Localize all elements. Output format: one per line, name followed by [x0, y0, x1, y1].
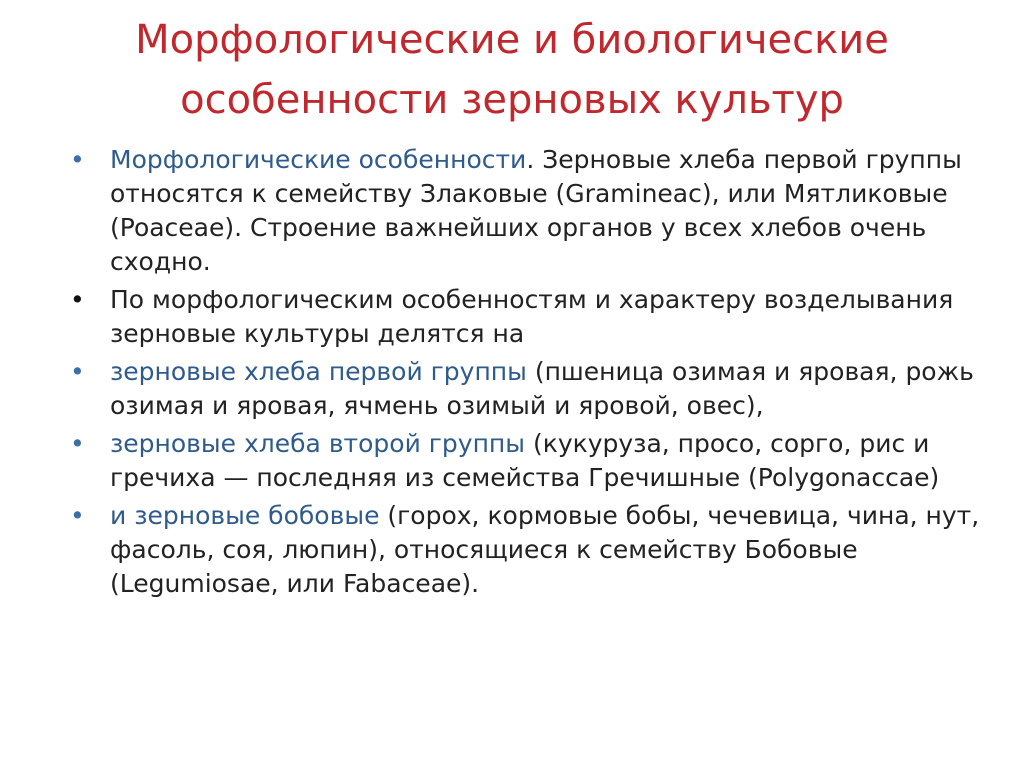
bullet-icon: • — [70, 145, 85, 174]
item-lead: и зерновые бобовые — [110, 501, 380, 530]
bullet-list — [70, 143, 990, 605]
bullet-icon: • — [70, 501, 85, 530]
item-text: (горох, кормовые бобы, чечевица, чина, нут, фасоль, соя, люпин), относящиеся к семейству Бобовые (Legumiosae, или Fabaceae). — [110, 501, 980, 598]
slide-title: Морфологические и биологические особенности зерновых культур — [135, 17, 889, 123]
list-item — [70, 283, 990, 351]
item-text: . Зерновые хлеба первой группы относятся к семейству Злаковые (Gramineac), или Мятликовые (Poaceae). Строение важнейших органов у всех хлебов очень сходно. — [110, 145, 962, 276]
list-item — [70, 143, 990, 279]
item-lead: Морфологические особенности — [110, 145, 527, 174]
item-text: (кукуруза, просо, сорго, рис и гречиха — последняя из семейства Гречишные (Polygonaccae) — [110, 429, 940, 492]
list-item — [70, 427, 990, 495]
bullet-icon: • — [70, 285, 85, 314]
list-item — [70, 499, 990, 601]
bullet-icon: • — [70, 357, 85, 386]
list-item — [70, 355, 990, 423]
item-lead: зерновые хлеба первой группы — [110, 357, 527, 386]
item-lead: зерновые хлеба второй группы — [110, 429, 526, 458]
bullet-icon: • — [70, 429, 85, 458]
item-text: (пшеница озимая и яровая, рожь озимая и яровая, ячмень озимый и яровой, овес), — [110, 357, 974, 420]
item-text: По морфологическим особенностям и характеру возделывания зерновые культуры делятся на — [110, 285, 954, 348]
